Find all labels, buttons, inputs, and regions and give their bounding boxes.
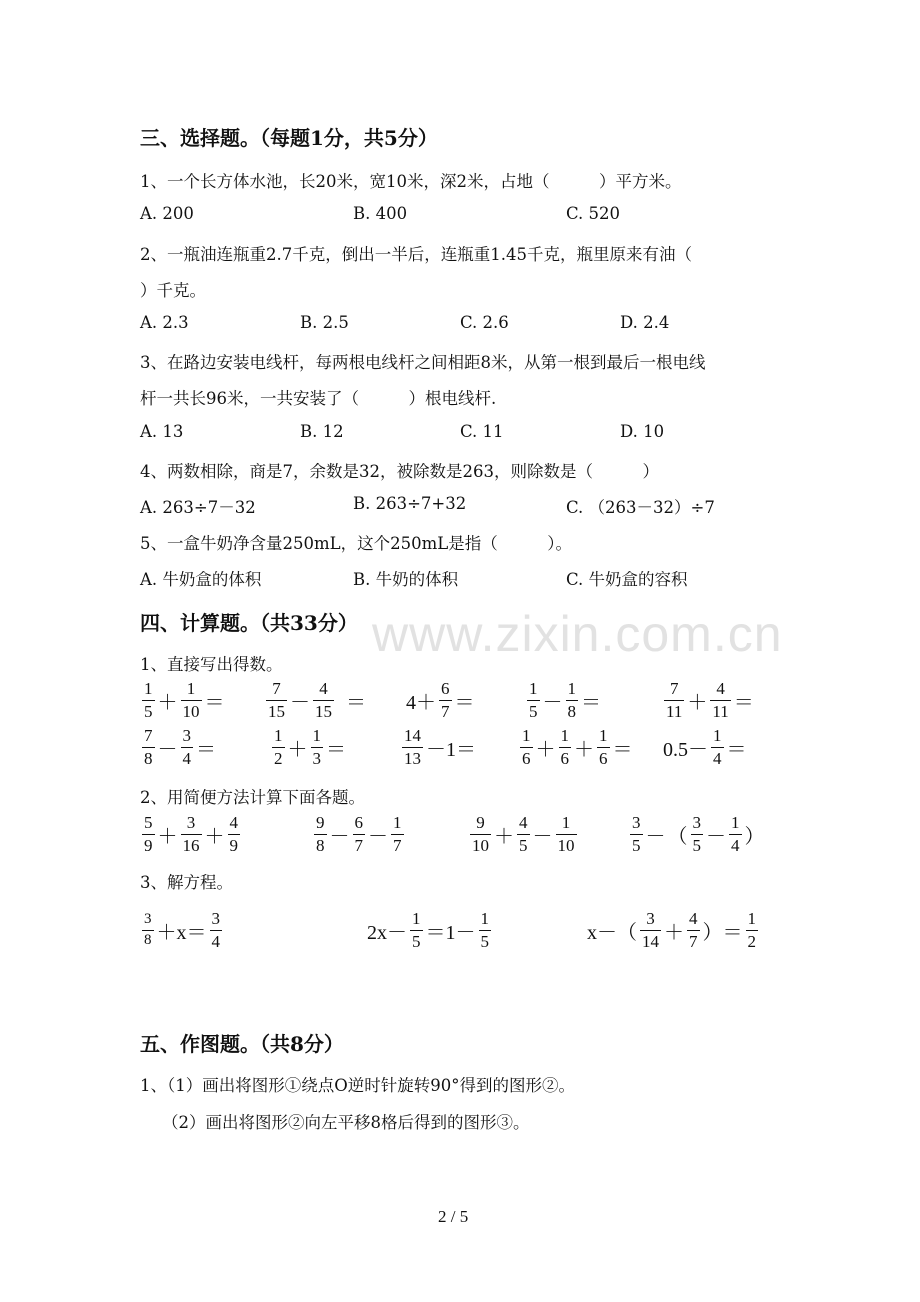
question-2-cont: ）千克。 [140,281,206,300]
expr-r3-2: 9 8 － 6 7 － 1 7 [316,813,402,855]
q2-option-c: C. 2.6 [460,313,509,332]
fraction: 1 7 [393,813,402,855]
fraction: 1 5 [480,909,489,951]
fraction: 3 14 [642,909,659,951]
section-5-title: 五、作图题。（共8分） [140,1032,344,1056]
q3-option-b: B. 12 [300,422,344,441]
q3-option-d: D. 10 [620,422,665,441]
fraction: 4 11 [712,679,729,721]
drawing-task-2: （2）画出将图形②向左平移8格后得到的图形③。 [162,1113,530,1132]
fraction: 3 8 [144,911,152,948]
q2-option-b: B. 2.5 [300,313,349,332]
expr-r2-1: 7 8 － 3 4 ＝ [144,726,216,768]
fraction: 1 6 [560,726,569,768]
expr-r1-5: 7 11 ＋ 4 11 ＝ [666,679,754,721]
fraction: 3 4 [182,726,191,768]
expr-r1-1: 1 5 ＋ 1 10 ＝ [144,679,225,721]
fraction: 1 10 [182,679,200,721]
fraction: 1 2 [274,726,283,768]
fraction: 1 4 [731,813,740,855]
q2-option-a: A. 2.3 [140,313,189,332]
question-3: 3、在路边安装电线杆，每两根电线杆之间相距8米，从第一根到最后一根电线 [140,353,706,372]
fraction: 7 15 [268,679,285,721]
drawing-task-1: 1、（1）画出将图形①绕点O逆时针旋转90°得到的图形②。 [140,1076,576,1095]
fraction: 14 13 [404,726,421,768]
expr-r1-4: 1 5 － 1 8 ＝ [529,679,601,721]
question-5: 5、一盒牛奶净含量250mL，这个250mL是指（ ）。 [140,534,572,553]
q4-option-a: A. 263÷7－32 [140,498,256,517]
fraction: 5 9 [144,813,153,855]
q1-option-b: B. 400 [353,204,408,223]
fraction: 1 3 [312,726,321,768]
fraction: 3 5 [692,813,701,855]
equation-1: 3 8 ＋x＝ 3 4 [144,909,220,951]
q1-option-c: C. 520 [566,204,621,223]
expr-r2-3: 14 13 －1＝ [404,726,476,768]
fraction: 1 5 [144,679,153,721]
fraction: 3 4 [211,909,220,951]
fraction: 1 10 [557,813,575,855]
fraction: 6 7 [441,679,450,721]
q5-option-a: A. 牛奶盒的体积 [140,570,262,589]
equation-3: x－（ 3 14 ＋ 4 7 ）＝ 1 2 [587,909,756,951]
q2-option-d: D. 2.4 [620,313,670,332]
question-4: 4、两数相除，商是7，余数是32，被除数是263，则除数是（ ） [140,462,659,481]
question-3-cont: 杆一共长96米，一共安装了（ ）根电线杆. [140,389,497,408]
fraction: 1 6 [522,726,531,768]
q1-option-a: A. 200 [140,204,194,223]
fraction: 4 7 [689,909,698,951]
expr-r3-1: 5 9 ＋ 3 16 ＋ 4 9 [144,813,238,855]
section-4-title: 四、计算题。（共33分） [140,611,358,635]
expr-r3-3: 9 10 ＋ 4 5 － 1 10 [472,813,575,855]
fraction: 9 10 [472,813,489,855]
fraction: 4 5 [519,813,528,855]
fraction: 1 5 [412,909,421,951]
q5-option-c: C. 牛奶盒的容积 [566,570,688,589]
q4-option-c: C. （263－32）÷7 [566,498,715,517]
expr-r1-3: 4＋ 6 7 ＝ [406,679,475,721]
fraction: 1 8 [567,679,576,721]
expr-r2-5: 0.5－ 1 4 ＝ [663,726,747,768]
fraction: 4 9 [229,813,238,855]
question-2: 2、一瓶油连瓶重2.7千克，倒出一半后，连瓶重1.45千克，瓶里原来有油（ [140,245,692,264]
fraction: 9 8 [316,813,325,855]
fraction: 4 15 [315,679,332,721]
question-1: 1、一个长方体水池，长20米，宽10米，深2米，占地（ ）平方米。 [140,172,682,191]
expr-r2-4: 1 6 ＋ 1 6 ＋ 1 6 ＝ [522,726,633,768]
fraction: 7 11 [666,679,683,721]
expr-r3-4: 3 5 － （ 3 5 － 1 4 ） [632,813,765,855]
q3-option-a: A. 13 [140,422,184,441]
q5-option-b: B. 牛奶的体积 [353,570,459,589]
watermark: www.zixin.com.cn [372,606,783,662]
fraction: 1 4 [713,726,722,768]
fraction: 1 5 [529,679,538,721]
q3-option-c: C. 11 [460,422,504,441]
expr-r1-2: 7 15 － 4 15 ＝ [268,679,366,721]
section-3-title: 三、选择题。（每题1分，共5分） [140,126,438,150]
q4-option-b: B. 263÷7+32 [353,494,467,513]
page-number: 2 / 5 [438,1207,469,1226]
fraction: 1 2 [747,909,756,951]
fraction: 3 16 [182,813,200,855]
fraction: 3 5 [632,813,641,855]
fraction: 7 8 [144,726,153,768]
part-2-label: 2、用简便方法计算下面各题。 [140,788,365,807]
fraction: 1 6 [599,726,608,768]
part-1-label: 1、直接写出得数。 [140,655,283,674]
fraction: 6 7 [354,813,363,855]
part-3-label: 3、解方程。 [140,873,233,892]
expr-r2-2: 1 2 ＋ 1 3 ＝ [274,726,346,768]
equation-2: 2x－ 1 5 ＝1－ 1 5 [367,909,489,951]
